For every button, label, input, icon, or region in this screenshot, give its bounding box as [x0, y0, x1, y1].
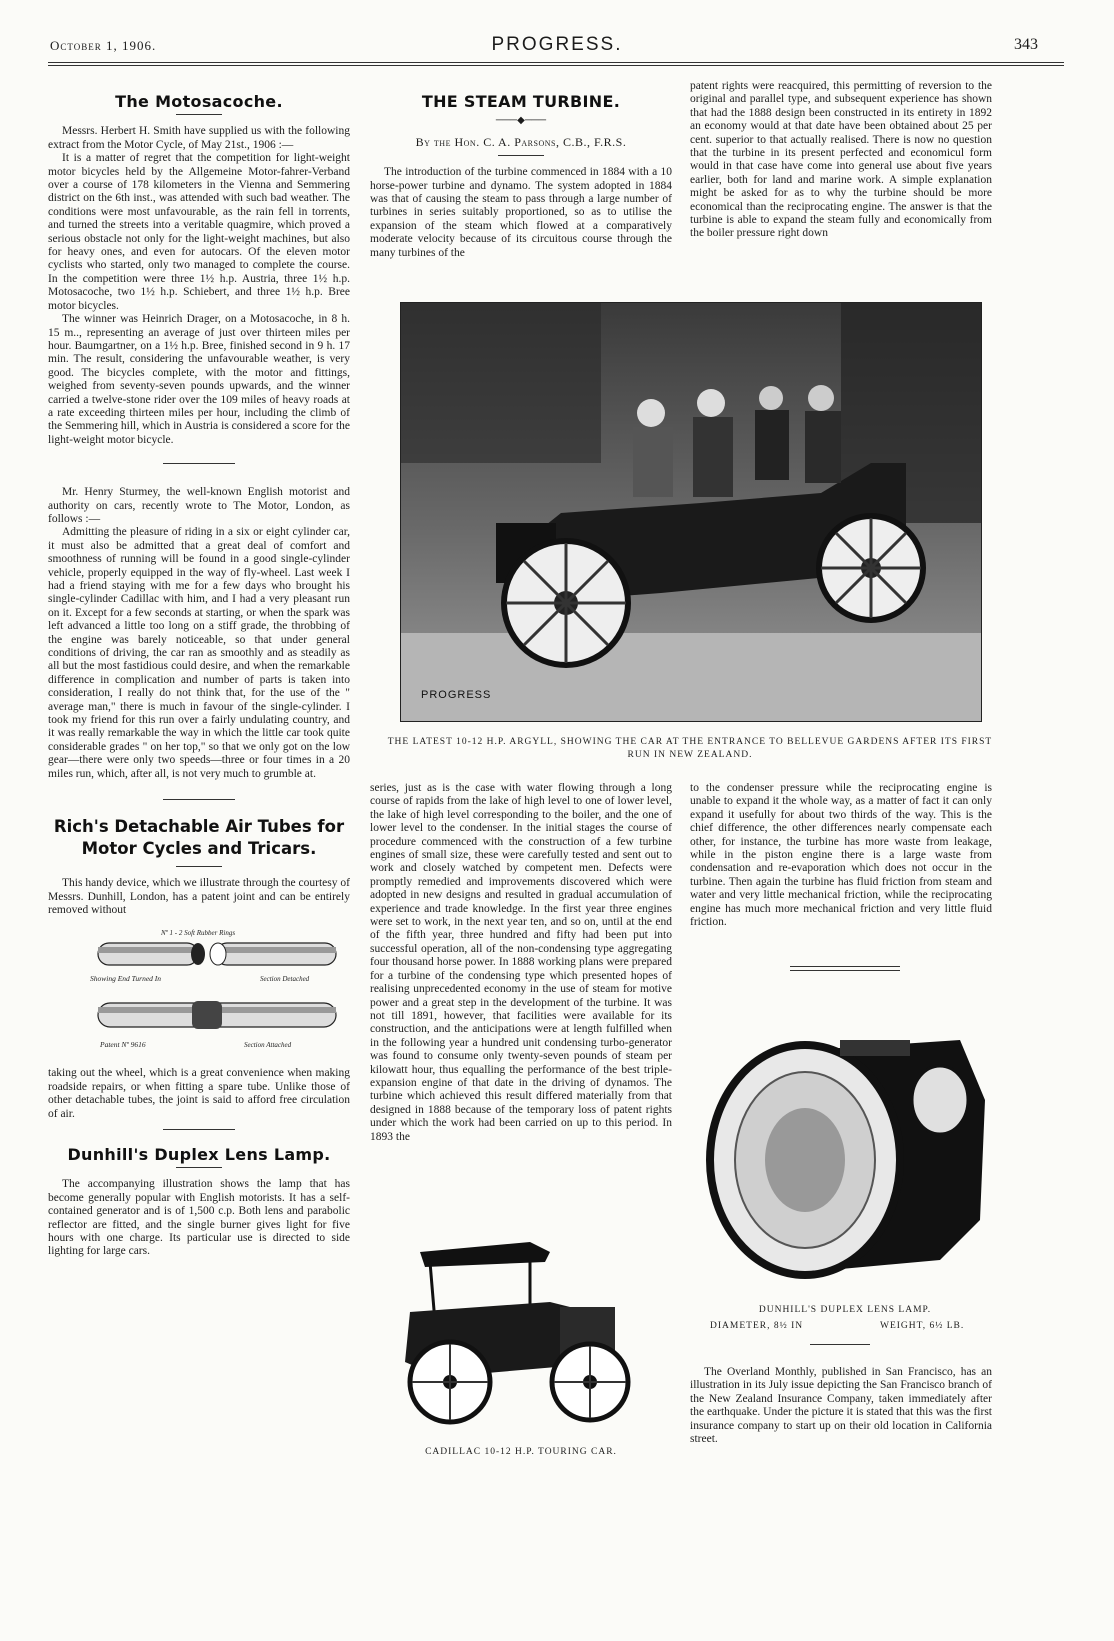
passenger-head — [697, 389, 725, 417]
lamp-handle — [840, 1040, 910, 1056]
sturmey-paragraph: Admitting the pleasure of riding in a six or eight cylinder car, it must also be admitted that a great deal of comfort and smoothness of running will be found in a good single-cylinder vehicle, properly equipped in the way of fly-wheel. Last week I had a friend staying with me for a few days who brought his single-cylinder Cadillac with him, and I had a very pleasant run on it. Except for a few seconds at starting, or when the spark was left advanced a little too long on a stiff grade, the throbbing of the engine was barely noticeable, so that under general conditions of driving, the car ran as smoothly and as steadily as all but the most fastidious could desire, and when the remarkable difference in complication and number of parts is taken into consideration, I really do not think that, for the use of the " average man," there is much in favour of the single-cylinder. I took my friend for this run over a fairly undulating country, and it was really remarkable the way in which the little car took quite considerable grades " on her top," so that we only got on the low gear—there were only two speeds—three or four times in a 20 miles run, which, after all, is not very much to grumble at. — [48, 526, 350, 780]
header-rule — [48, 62, 1064, 63]
cadillac-car-illustration — [380, 1232, 662, 1442]
tube-shade — [216, 947, 336, 953]
byline-prefix: By the — [415, 134, 451, 149]
double-rule — [790, 966, 900, 971]
divider — [176, 1167, 222, 1168]
overland-paragraph: The Overland Monthly, published in San Francisco, has an illustration in its July issue depicting the San Francisco branch of the New Zealand Insurance Company, taken immediately after the earthquake. Under the picture it is stated that this was the first insurance company to start up on their old location in California street. — [690, 1366, 992, 1446]
dunhill-paragraph: The accompanying illustration shows the lamp that has become generally popular with English motorists. It has a self-contained generator and is of 1,500 c.p. Both lens and parabolic reflector are fitted, and the single burner gives light for five hours with one charge. Its particular use is directed to side lighting for large cars. — [48, 1178, 350, 1258]
turbine-right-top — [690, 80, 992, 292]
tube-end — [191, 943, 205, 965]
tube-section — [216, 943, 336, 965]
rear-wheel — [819, 516, 923, 620]
passenger-head — [808, 385, 834, 411]
fig-label: Showing End Turned In — [90, 974, 162, 984]
fig-label: Section Attached — [244, 1041, 292, 1050]
tube-end — [210, 943, 226, 965]
fig-label: Nº 1 - 2 Soft Rubber Rings — [160, 929, 236, 938]
motosacoche-paragraph: The winner was Heinrich Drager, on a Motosacoche, in 8 h. 15 m.., representing an average of just over thirteen miles per hour. Baumgartner, on a 1½ h.p. Bree, finished second in 9 h. 17 min. The result, considering the unfavourable weather, is very good. The bicycles complete, with the motor and fittings, weighed from seventy-seven pounds upwards, and the winner carried a twelve-stone rider over the 109 miles of heavy roads at a rate exceeding thirteen miles per hour, including the climb of the Semmering hill, which in Austria is considered a score for the light-weight motor bicycle. — [48, 313, 350, 446]
lamp-photo — [690, 980, 1000, 1298]
divider — [498, 155, 544, 156]
turbine-paragraph: to the condenser pressure while the reciprocating engine is unable to expand it the whole way, as a matter of fact it can only expand it usefully for about two thirds of the way. This is the chief difference, the other differences nearly compensate each other, for instance, the turbine has more waste from leakage, while in the piston engine there is a large waste from condensation and re-evaporation which does not occur in the turbine. Then again the turbine has fluid friction from steam and water and very little mechanical friction, while the reciprocating engine has much more mechanical friction and very little fluid friction. — [690, 782, 992, 929]
section-separator — [163, 799, 235, 800]
tube-shade — [98, 947, 198, 953]
lamp-caption: DUNHILL'S DUPLEX LENS LAMP. — [758, 1305, 932, 1315]
turbine-intro — [370, 95, 672, 295]
turbine-paragraph: The introduction of the turbine commenced in 1884 with a 10 horse-power turbine and dynamo. The system adopted in 1884 was that of causing the steam to pass through a large number of turbines in series suitably proportioned, so as to utilise the expansion of the steam which flowed at a comparatively moderate velocity because of its circuitous course through the many turbines of the — [370, 166, 672, 259]
cadillac-caption: CADILLAC 10-12 H.P. TOURING CAR. — [425, 1447, 617, 1457]
turbine-paragraph: series, just as is the case with water flowing through a long course of rapids from the lake of high level to one of lower level, the lake of high level corresponding to the boiler, and the one of lower level to the condenser. In the initial stages the course of procedure commenced with the construction of a few turbine engines of small size, these were carefully tested and sent out to work and closely watched by competent men. Defects were promptly remedied and improvements discovered which were adopted in new designs and resulted in gradual accumulation of experience and trade knowledge. In the first year three engines were set to work, in the next year ten, and so on, until at the end of the fifth year, three hundred and fifty had been put into successful operation, all of the non-condensing type aggregating four thousand horse power. In 1888 working plans were prepared for a turbine of the condensing type which presented hopes of realising unprecedented economy in the use of steam for motive power and a great step in the development of the turbine. It was not till 1891, however, that facilities were available for its construction, and the anticipations were at length fulfilled when in the following year a hundred unit condensing turbo-generator was found to consume only twenty-seven pounds of steam per kilowatt hour, thus equalling the performance of the best triple-expansion engine of that date in the driving of dynamos. The turbine which achieved this result differed materially from that designed in 1888 because of the temporary loss of patent rights under which the work had been carried on up to this period. In 1893 the — [370, 782, 672, 1143]
section-separator — [163, 463, 235, 464]
header-rule-2 — [48, 65, 1064, 66]
lamp-diameter: DIAMETER, 8½ IN — [710, 1321, 804, 1331]
rich-heading: Rich's Detachable Air Tubes for Motor Cycles and Tricars. — [53, 817, 345, 859]
air-tube-figure — [48, 925, 350, 1063]
front-wheel — [552, 1344, 628, 1420]
divider — [176, 114, 222, 115]
journal-title: PROGRESS. — [491, 34, 623, 55]
left-column — [48, 95, 350, 1545]
photo-watermark: PROGRESS — [421, 689, 492, 701]
front-wheel — [504, 541, 628, 665]
passenger — [805, 411, 841, 483]
overland-column — [690, 1366, 992, 1466]
byline — [370, 136, 672, 149]
rich-paragraph: taking out the wheel, which is a great convenience when making roadside repairs, or when fitting a spare tube. Unlike those of other detachable tubes, the joint is said to afford free circulation of air. — [48, 1067, 350, 1120]
passenger — [693, 417, 733, 497]
rear-wheel — [410, 1342, 490, 1422]
passenger-head — [759, 386, 783, 410]
tube-joint — [192, 1001, 222, 1029]
air-tube-diagram — [48, 925, 350, 1063]
cadillac-photo — [380, 1232, 662, 1442]
section-separator — [163, 1129, 235, 1130]
fig-label: Section Detached — [260, 975, 310, 984]
argyll-car-illustration — [401, 303, 981, 721]
sturmey-paragraph: Mr. Henry Sturmey, the well-known English motorist and authority on cars, recently wrote to The Motor, London, as follows :— — [48, 486, 350, 525]
passenger — [755, 410, 789, 480]
lamp-centre — [765, 1108, 845, 1212]
divider — [810, 1344, 870, 1345]
tube-section — [98, 943, 198, 965]
turbine-middle — [370, 782, 672, 1222]
turbine-paragraph: patent rights were reacquired, this permitting of reversion to the original and parallel type, and subsequent experience has shown that had the 1888 design been constructed in its entirety in 1892 an economy would at that date have been obtained about 25 per cent. superior to that actually realised. There is now no question that the turbine in its present perfected and economicul form would in that case have come into general use about five years earlier, both for land and marine work. A simple explanation might be asked for as to why the turbine should be more economical than the reciprocating engine. The answer is that the turbine is able to expand the steam fully and economically from the boiler pressure right down — [690, 80, 992, 240]
ornament-rule: ───◆─── — [495, 115, 547, 127]
argyll-photo — [400, 302, 982, 722]
trees-left — [401, 303, 601, 463]
ground — [401, 633, 981, 721]
side-window — [912, 1066, 968, 1134]
passenger — [633, 427, 673, 497]
motosacoche-paragraph: Messrs. Herbert H. Smith have supplied us with the following extract from the Motor Cycle, of May 21st., 1906 :— — [48, 125, 350, 151]
motosacoche-paragraph: It is a matter of regret that the competition for light-weight motor bicycles held by the Allgemeine Motor-fahrer-Verband over a course of 178 kilometers in the Vienna and Semmering district on the 6th inst., was attended with such bad weather. The conditions were most unfavourable, as the rain fell in torrents, and turned the streets into a veritable quagmire, which proved a serious obstacle not only for the light-weight machines, but also for heavy ones, and even for autocars. Of the eleven motor cyclists who started, only two managed to complete the course. In the competition were three 1½ h.p. Austria, three 1½ h.p. Motosacoche, two 1½ h.p. Schiebert, and three 1½ h.p. Bree motor bicycles. — [48, 152, 350, 312]
turbine-right-mid — [690, 782, 992, 962]
rich-paragraph: This handy device, which we illustrate through the courtesy of Messrs. Dunhill, London, has a patent joint and can be entirely removed without — [48, 877, 350, 916]
motosacoche-heading: The Motosacoche. — [115, 95, 283, 111]
issue-date: October 1, 1906. — [50, 38, 157, 53]
divider — [176, 866, 222, 867]
turbine-heading: THE STEAM TURBINE. — [421, 95, 621, 111]
fig-label: Patent Nº 9616 — [100, 1040, 146, 1050]
passenger-head — [637, 399, 665, 427]
dunhill-heading: Dunhill's Duplex Lens Lamp. — [67, 1144, 331, 1164]
argyll-caption: THE LATEST 10-12 H.P. ARGYLL, SHOWING THE CAR AT THE ENTRANCE TO BELLEVUE GARDENS AFTER ITS FIRST RUN IN NEW ZEALAND. — [387, 737, 993, 760]
byline-author: Hon. C. A. Parsons, C.B., F.R.S. — [454, 134, 627, 149]
lamp-illustration — [690, 980, 1000, 1298]
page-number: 343 — [1014, 36, 1038, 53]
lamp-weight: WEIGHT, 6½ LB. — [880, 1321, 965, 1331]
